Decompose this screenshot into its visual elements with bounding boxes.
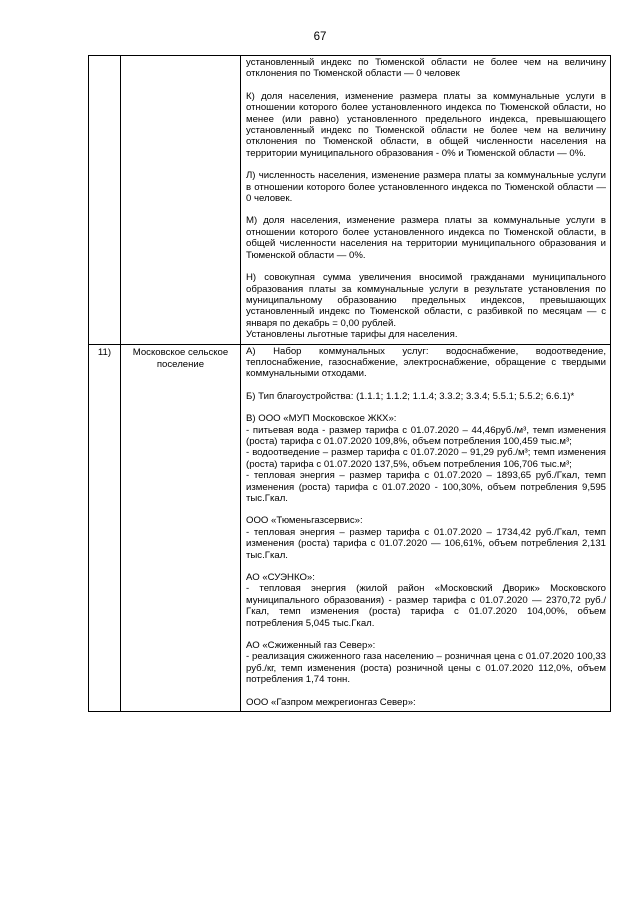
row-content (241, 344, 611, 712)
paragraph: В) ООО «МУП Московское ЖКХ»: (246, 413, 397, 425)
spacer (246, 686, 606, 697)
paragraph: - водоотведение – размер тарифа с 01.07.2020 – 91,29 руб./м³; темп изменения (роста) тарифа с 01.07.2020 137,5%, объем потребления 106,706 тыс.м³; (246, 447, 606, 470)
paragraph: К) доля населения, изменение размера платы за коммунальные услуги в отношении которого более установленного индекса по Тюменской области, но менее (или равно) установленного предельного индекса, превышающего установленный индекс по Тюменской области не более чем на величину отклонения по Тюменской области, в общей численности населения на территории муниципального образования - 0% и Тюменской области — 0%. (246, 90, 606, 159)
paragraph: ООО «Тюменьгазсервис»: (246, 515, 363, 527)
paragraph: А) Набор коммунальных услуг: водоснабжение, водоотведение, теплоснабжение, газоснабжение, электроснабжение, обращение с твердыми коммунальными отходами. (246, 345, 606, 380)
spacer (246, 159, 606, 170)
spacer (246, 402, 606, 413)
spacer (246, 80, 606, 91)
municipality-name: Московское сельское поселение (121, 344, 241, 712)
table-row (89, 344, 611, 712)
spacer (246, 561, 606, 572)
row-number: 11) (89, 344, 121, 712)
municipality-name (121, 56, 241, 345)
paragraph: АО «СУЭНКО»: (246, 572, 315, 584)
paragraph: Б) Тип благоустройства: (1.1.1; 1.1.2; 1.1.4; 3.3.2; 3.3.4; 5.5.1; 5.5.2; 6.6.1)* (246, 390, 575, 402)
paragraph: АО «Сжиженный газ Север»: (246, 640, 376, 652)
paragraph: - тепловая энергия (жилой район «Московский Дворик» Московского муниципального образования) - размер тарифа с 01.07.2020 — 2370,72 руб./Гкал, темп изменения (роста) тарифа с 01.07.2020 104,00%, объем потребления 5,045 тыс.Гкал. (246, 583, 606, 629)
table-row (89, 56, 611, 345)
paragraph: - реализация сжиженного газа населению – розничная цена с 01.07.2020 100,33 руб./кг, темп изменения (роста) розничной цены с 01.07.2020 112,0%, объем потребления 1,74 тонн. (246, 651, 606, 686)
paragraph: Установлены льготные тарифы для населения. (246, 329, 458, 341)
spacer (246, 261, 606, 272)
paragraph: Л) численность населения, изменение размера платы за коммунальные услуги в отношении которого более установленного индекса по Тюменской области — 0 человек. (246, 170, 606, 205)
spacer (246, 204, 606, 215)
paragraph: - тепловая энергия – размер тарифа с 01.07.2020 – 1893,65 руб./Гкал, темп изменения (роста) тарифа с 01.07.2020 - 100,30%, объем потребления 9,595 тыс.Гкал. (246, 470, 606, 504)
page-number: 67 (313, 31, 327, 43)
paragraph: установленный индекс по Тюменской области не более чем на величину отклонения по Тюменской области — 0 человек (246, 57, 606, 80)
spacer (246, 504, 606, 515)
spacer (246, 380, 606, 391)
paragraph: ООО «Газпром межрегионгаз Север»: (246, 696, 416, 708)
row-number (89, 56, 121, 345)
paragraph: М) доля населения, изменение размера платы за коммунальные услуги в отношении которого более установленного индекса по Тюменской области, в общей численности населения на территории муниципального образования и Тюменской области — 0%. (246, 215, 606, 261)
spacer (246, 629, 606, 640)
municipal-table (88, 55, 611, 712)
paragraph: Н) совокупная сумма увеличения вносимой гражданами муниципального образования платы за коммунальные услуги в результате установления по муниципальному образованию предельных индексов, превышающих установленный индекс по Тюменской области, с разбивкой по месяцам — с января по декабрь = 0,00 рублей. (246, 272, 606, 329)
row-content (241, 56, 611, 345)
paragraph: - питьевая вода - размер тарифа с 01.07.2020 – 44,46руб./м³, темп изменения (роста) тарифа с 01.07.2020 109,8%, объем потребления 100,459 тыс.м³; (246, 424, 606, 447)
paragraph: - тепловая энергия – размер тарифа с 01.07.2020 – 1734,42 руб./Гкал, темп изменения (роста) тарифа с 01.07.2020 — 106,61%, объем потребления 2,131 тыс.Гкал. (246, 526, 606, 561)
